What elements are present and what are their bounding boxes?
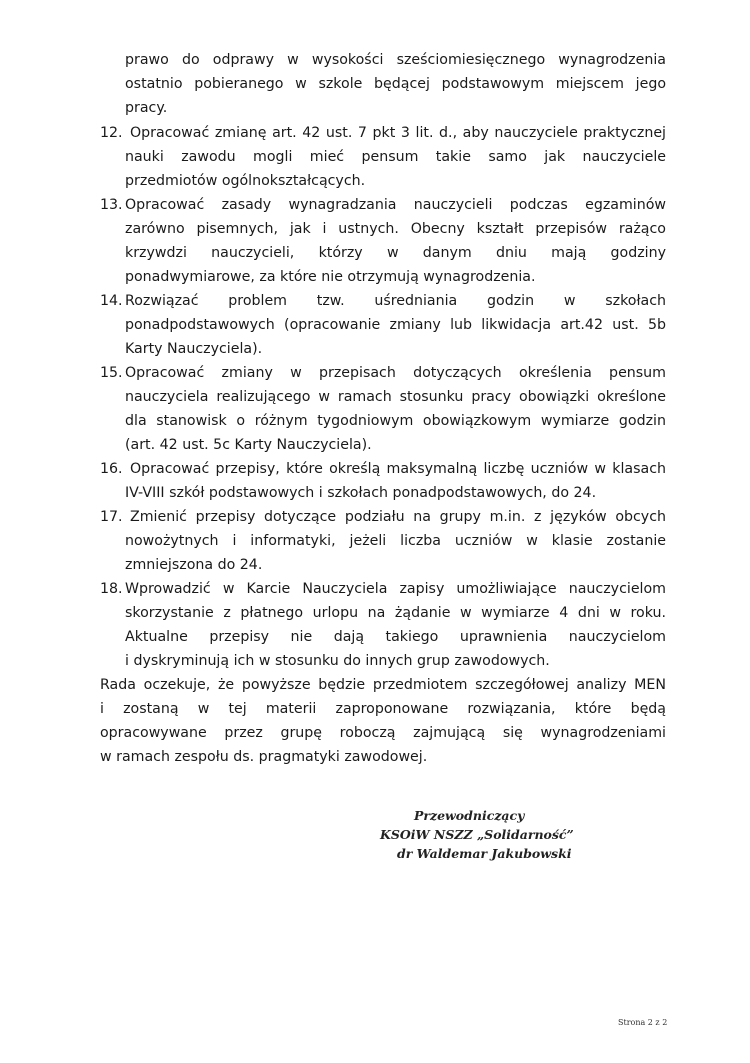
list-item-line: nauczyciela realizującego w ramach stosunku pracy obowiązki określone (125, 389, 666, 405)
list-item-line: Wprowadzić w Karcie Nauczyciela zapisy umożliwiające nauczycielom (125, 581, 666, 597)
list-item-line: dla stanowisk o różnym tygodniowym obowiązkowym wymiarze godzin (125, 413, 666, 429)
list-item-line: nowożytnych i informatyki, jeżeli liczba uczniów w klasie zostanie (125, 533, 666, 549)
list-item-line: Opracować przepisy, które określą maksymalną liczbę uczniów w klasach (130, 461, 666, 477)
list-item-line: zarówno pisemnych, jak i ustnych. Obecny kształt przepisów rażąco (125, 221, 666, 237)
list-item-line: ponadpodstawowych (opracowanie zmiany lub likwidacja art.42 ust. 5b (125, 317, 666, 333)
list-item-number: 18. (100, 581, 123, 597)
list-item-number: 13. (100, 197, 123, 213)
list-item-line: Karty Nauczyciela). (125, 341, 263, 357)
list-item-number: 12. (100, 125, 123, 141)
signature-name: dr Waldemar Jakubowski (397, 846, 572, 861)
body-line: ostatnio pobieranego w szkole będącej podstawowym miejscem jego (125, 76, 666, 92)
closing-paragraph-line: Rada oczekuje, że powyższe będzie przedmiotem szczegółowej analizy MEN (100, 677, 666, 693)
list-item-line: (art. 42 ust. 5c Karty Nauczyciela). (125, 437, 372, 453)
signature-title: Przewodniczący (414, 808, 525, 823)
list-item-line: Rozwiązać problem tzw. uśredniania godzin w szkołach (125, 293, 666, 309)
list-item-line: nauki zawodu mogli mieć pensum takie samo jak nauczyciele (125, 149, 666, 165)
list-item-line: Aktualne przepisy nie dają takiego uprawnienia nauczycielom (125, 629, 666, 645)
closing-paragraph-line: opracowywane przez grupę roboczą zajmującą się wynagrodzeniami (100, 725, 666, 741)
signature-organization: KSOiW NSZZ „Solidarność” (380, 827, 574, 842)
list-item-line: Opracować zmiany w przepisach dotyczących określenia pensum (125, 365, 666, 381)
body-line: prawo do odprawy w wysokości sześciomiesięcznego wynagrodzenia (125, 52, 666, 68)
list-item-line: zmniejszona do 24. (125, 557, 263, 573)
list-item-line: krzywdzi nauczycieli, którzy w danym dniu mają godziny (125, 245, 666, 261)
list-item-number: 16. (100, 461, 123, 477)
list-item-line: przedmiotów ogólnokształcących. (125, 173, 366, 189)
closing-paragraph-line: w ramach zespołu ds. pragmatyki zawodowej. (100, 749, 428, 765)
list-item-line: i dyskryminują ich w stosunku do innych grup zawodowych. (125, 653, 550, 669)
closing-paragraph-line: i zostaną w tej materii zaproponowane rozwiązania, które będą (100, 701, 666, 717)
list-item-line: Opracować zmianę art. 42 ust. 7 pkt 3 lit. d., aby nauczyciele praktycznej (130, 125, 666, 141)
list-item-line: IV-VIII szkół podstawowych i szkołach ponadpodstawowych, do 24. (125, 485, 597, 501)
list-item-line: skorzystanie z płatnego urlopu na żądanie w wymiarze 4 dni w roku. (125, 605, 666, 621)
list-item-line: ponadwymiarowe, za które nie otrzymują wynagrodzenia. (125, 269, 536, 285)
list-item-line: Opracować zasady wynagradzania nauczycieli podczas egzaminów (125, 197, 666, 213)
page-number: Strona 2 z 2 (618, 1018, 668, 1027)
list-item-number: 15. (100, 365, 123, 381)
list-item-number: 17. (100, 509, 123, 525)
body-line: pracy. (125, 100, 168, 116)
list-item-number: 14. (100, 293, 123, 309)
list-item-line: Zmienić przepisy dotyczące podziału na grupy m.in. z języków obcych (130, 509, 666, 525)
